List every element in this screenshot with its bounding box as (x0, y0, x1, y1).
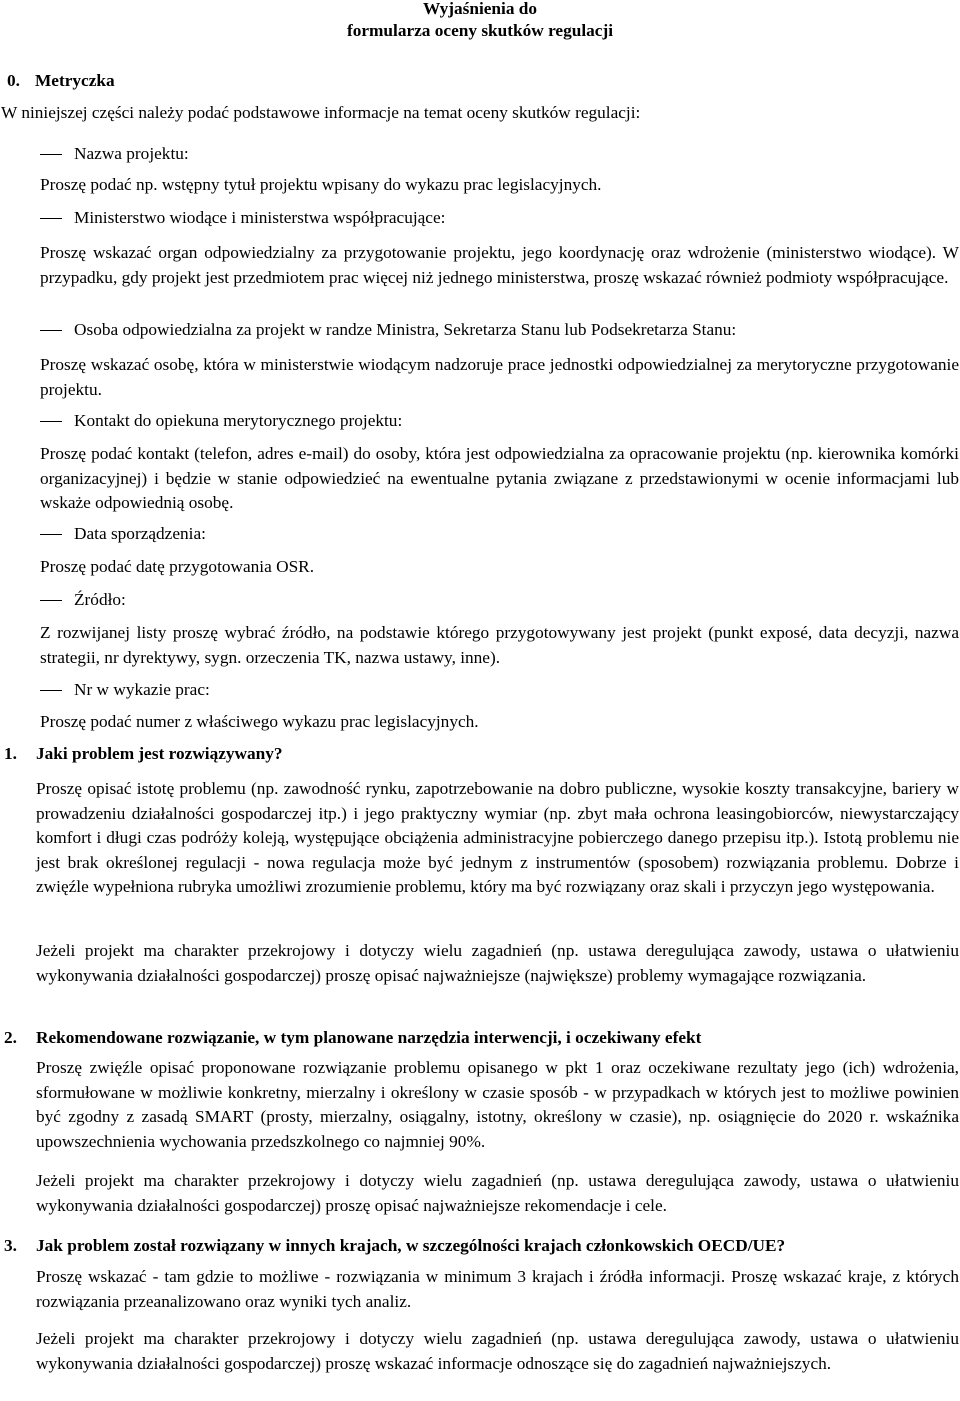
section-number: 1. (4, 744, 17, 763)
metryczka-item-label: Kontakt do opiekuna merytorycznego projektu: (74, 411, 403, 430)
section-heading (4, 1026, 959, 1051)
section-paragraph: Jeżeli projekt ma charakter przekrojowy i dotyczy wielu zagadnień (np. ustawa deregulująca zawody, ustawa o ułatwieniu wykonywania działalności gospodarczej) proszę wskazać informacje odnoszące się do zagadnień najważniejszych. (36, 1329, 959, 1373)
metryczka-item-text: Proszę wskazać osobę, która w ministerstwie wiodącym nadzoruje prace jednostki odpowiedzialnej za merytoryczne przygotowanie projektu. (40, 355, 959, 399)
metryczka-item-label: Źródło: (74, 590, 126, 609)
metryczka-item-text: Z rozwijanej listy proszę wybrać źródło, na podstawie którego przygotowywany jest projekt (punkt exposé, data decyzji, nazwa strategii, nr dyrektywy, sygn. orzeczenia TK, nazwa ustawy, inne). (40, 623, 959, 667)
metryczka-item-label: Ministerstwo wiodące i ministerstwa współpracujące: (74, 208, 446, 227)
dash-bullet-icon (40, 600, 62, 601)
section-paragraph: Jeżeli projekt ma charakter przekrojowy i dotyczy wielu zagadnień (np. ustawa deregulująca zawody, ustawa o ułatwieniu wykonywania działalności gospodarczej) proszę opisać najważniejsze (największe) problemy wymagające rozwiązania. (36, 941, 959, 985)
section-0-number: 0. (7, 71, 20, 90)
dash-bullet-icon (40, 218, 62, 219)
metryczka-item-text: Proszę podać kontakt (telefon, adres e-mail) do osoby, która jest odpowiedzialna za opracowanie projektu (np. kierownika komórki organizacyjnej) i będzie w stanie odpowiedzieć na ewentualne pytania związane z przedstawionymi w ocenie informacjami lub wskaże odpowiednią osobę. (40, 444, 959, 512)
section-title: Jak problem został rozwiązany w innych krajach, w szczególności krajach członkowskich OECD/UE? (36, 1236, 786, 1255)
section-paragraph: Proszę zwięźle opisać proponowane rozwiązanie problemu opisanego w pkt 1 oraz oczekiwane rezultaty jego (ich) wdrożenia, sformułowane w możliwie konkretny, mierzalny i określony w czasie sposób - w przypadkach w których jest to możliwe powinien być zgodny z zasadą SMART (prosty, mierzalny, osiągalny, istotny, określony w czasie), np. osiągnięcie do 2020 r. wskaźnika upowszechnienia wychowania przedszkolnego co najmniej 90%. (36, 1058, 959, 1151)
section-title: Jaki problem jest rozwiązywany? (36, 744, 283, 763)
section-heading (4, 1234, 959, 1259)
metryczka-item-label: Nr w wykazie prac: (74, 680, 210, 699)
section-paragraph: Proszę opisać istotę problemu (np. zawodność rynku, zapotrzebowanie na dobro publiczne, wysokie koszty transakcyjne, bariery w prowadzeniu działalności gospodarczej itp.) i jego praktyczny wymiar (np. zbyt mała ochrona leasingobiorców, niewystarczający komfort i długi czas podróży koleją, występujące obciążenia administracyjne pobierczego danego przepisu itp.). Istotą problemu nie jest brak określonej regulacji - nowa regulacja może być jednym z instrumentów (sposobem) rozwiązania problemu. Dobrze i zwięźle wypełniona rubryka umożliwi zrozumienie problemu, który ma być rozwiązany oraz skali i przyczyn jego występowania. (36, 779, 959, 896)
section-title: Rekomendowane rozwiązanie, w tym planowane narzędzia interwencji, i oczekiwany efekt (36, 1028, 702, 1047)
metryczka-item-label: Data sporządzenia: (74, 524, 206, 543)
metryczka-item-text: Proszę podać datę przygotowania OSR. (40, 557, 315, 576)
dash-bullet-icon (40, 421, 62, 422)
section-number: 2. (4, 1028, 17, 1047)
section-0-intro: W niniejszej części należy podać podstawowe informacje na temat oceny skutków regulacji: (1, 103, 641, 122)
metryczka-item-label: Nazwa projektu: (74, 144, 189, 163)
dash-bullet-icon (40, 534, 62, 535)
document-title-line-2: formularza oceny skutków regulacji (346, 21, 614, 40)
metryczka-item-text: Proszę wskazać organ odpowiedzialny za przygotowanie projektu, jego koordynację oraz wdrożenie (ministerstwo wiodące). W przypadku, gdy projekt jest przedmiotem prac więcej niż jednego ministerstwa, proszę wskazać również podmioty współpracujące. (40, 243, 959, 287)
dash-bullet-icon (40, 330, 62, 331)
section-heading (4, 742, 959, 767)
dash-bullet-icon (40, 690, 62, 691)
section-paragraph: Jeżeli projekt ma charakter przekrojowy i dotyczy wielu zagadnień (np. ustawa deregulująca zawody, ustawa o ułatwieniu wykonywania działalności gospodarczej) proszę opisać najważniejsze rekomendacje i cele. (36, 1171, 959, 1215)
section-number: 3. (4, 1236, 17, 1255)
metryczka-item-text: Proszę podać numer z właściwego wykazu prac legislacyjnych. (40, 712, 479, 731)
dash-bullet-icon (40, 154, 62, 155)
metryczka-item-label: Osoba odpowiedzialna za projekt w randze Ministra, Sekretarza Stanu lub Podsekretarza Stanu: (74, 320, 737, 339)
metryczka-item-text: Proszę podać np. wstępny tytuł projektu wpisany do wykazu prac legislacyjnych. (40, 175, 602, 194)
section-0-heading (7, 69, 115, 94)
section-0-title: Metryczka (35, 71, 115, 90)
section-paragraph: Proszę wskazać - tam gdzie to możliwe - rozwiązania w minimum 3 krajach i źródła informacji. Proszę wskazać kraje, z których rozwiązania przeanalizowano oraz wyniki tych analiz. (36, 1267, 959, 1311)
document-title-line-1: Wyjaśnienia do (422, 0, 538, 18)
